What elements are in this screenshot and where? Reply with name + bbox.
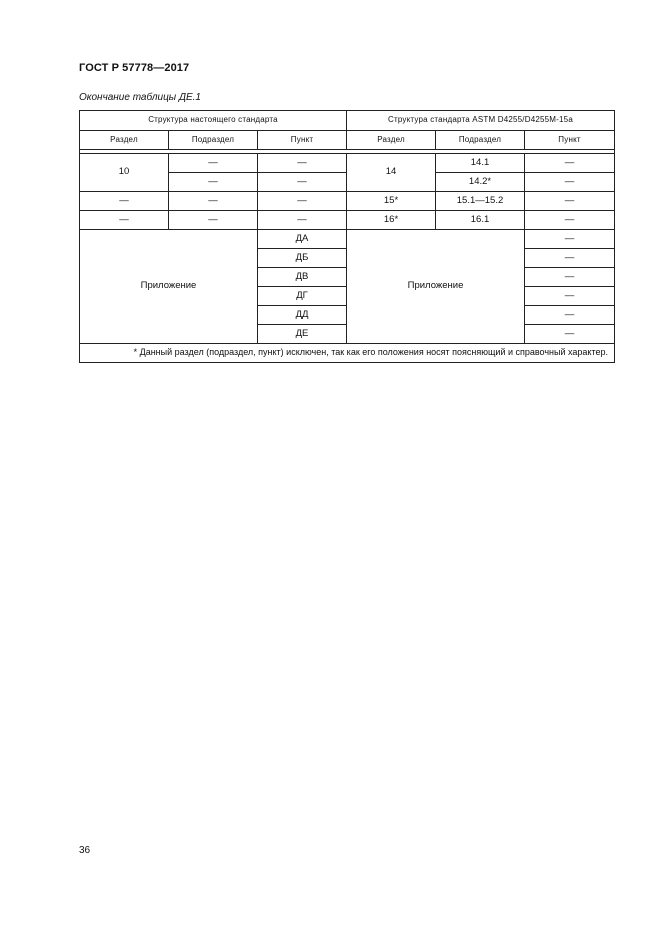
cell-dash: — bbox=[525, 306, 615, 325]
table-footnote: * Данный раздел (подраздел, пункт) исключен, так как его положения носят поясняющий и справочный характер. bbox=[80, 344, 615, 363]
page-number: 36 bbox=[79, 845, 91, 856]
cell-dash: — bbox=[525, 268, 615, 287]
cell-appendix-item: ДА bbox=[258, 230, 347, 249]
cell-section-right: 15* bbox=[347, 192, 436, 211]
cell-dash: — bbox=[169, 192, 258, 211]
cell-section-right: 14 bbox=[347, 154, 436, 192]
col-header-subsection-left: Подраздел bbox=[169, 131, 258, 150]
col-header-subsection-right: Подраздел bbox=[436, 131, 525, 150]
cell-subsection-right: 14.1 bbox=[436, 154, 525, 173]
cell-appendix-item: ДБ bbox=[258, 249, 347, 268]
cell-appendix-item: ДГ bbox=[258, 287, 347, 306]
document-code: ГОСТ Р 57778—2017 bbox=[79, 62, 190, 74]
cell-dash: — bbox=[525, 173, 615, 192]
cell-dash: — bbox=[525, 211, 615, 230]
cell-dash: — bbox=[525, 230, 615, 249]
cell-dash: — bbox=[525, 192, 615, 211]
col-header-section-left: Раздел bbox=[80, 131, 169, 150]
cell-subsection-right: 16.1 bbox=[436, 211, 525, 230]
cell-appendix-item: ДВ bbox=[258, 268, 347, 287]
cell-section-right: 16* bbox=[347, 211, 436, 230]
cell-subsection-right: 15.1—15.2 bbox=[436, 192, 525, 211]
cell-appendix-item: ДД bbox=[258, 306, 347, 325]
col-header-item-left: Пункт bbox=[258, 131, 347, 150]
cell-appendix-right: Приложение bbox=[347, 230, 525, 344]
cell-dash: — bbox=[258, 211, 347, 230]
col-header-section-right: Раздел bbox=[347, 131, 436, 150]
cell-dash: — bbox=[169, 173, 258, 192]
correspondence-table bbox=[79, 110, 615, 363]
cell-dash: — bbox=[80, 192, 169, 211]
cell-dash: — bbox=[525, 249, 615, 268]
cell-dash: — bbox=[525, 154, 615, 173]
cell-appendix-item: ДЕ bbox=[258, 325, 347, 344]
cell-dash: — bbox=[525, 287, 615, 306]
col-header-item-right: Пункт bbox=[525, 131, 615, 150]
table-caption: Окончание таблицы ДЕ.1 bbox=[79, 92, 201, 103]
cell-dash: — bbox=[80, 211, 169, 230]
cell-dash: — bbox=[258, 192, 347, 211]
cell-dash: — bbox=[258, 173, 347, 192]
cell-appendix-left: Приложение bbox=[80, 230, 258, 344]
cell-section-left: 10 bbox=[80, 154, 169, 192]
group-header-left: Структура настоящего стандарта bbox=[80, 111, 347, 131]
cell-dash: — bbox=[169, 154, 258, 173]
cell-dash: — bbox=[169, 211, 258, 230]
group-header-right: Структура стандарта ASTM D4255/D4255M-15a bbox=[347, 111, 615, 131]
cell-dash: — bbox=[258, 154, 347, 173]
cell-dash: — bbox=[525, 325, 615, 344]
cell-subsection-right: 14.2* bbox=[436, 173, 525, 192]
